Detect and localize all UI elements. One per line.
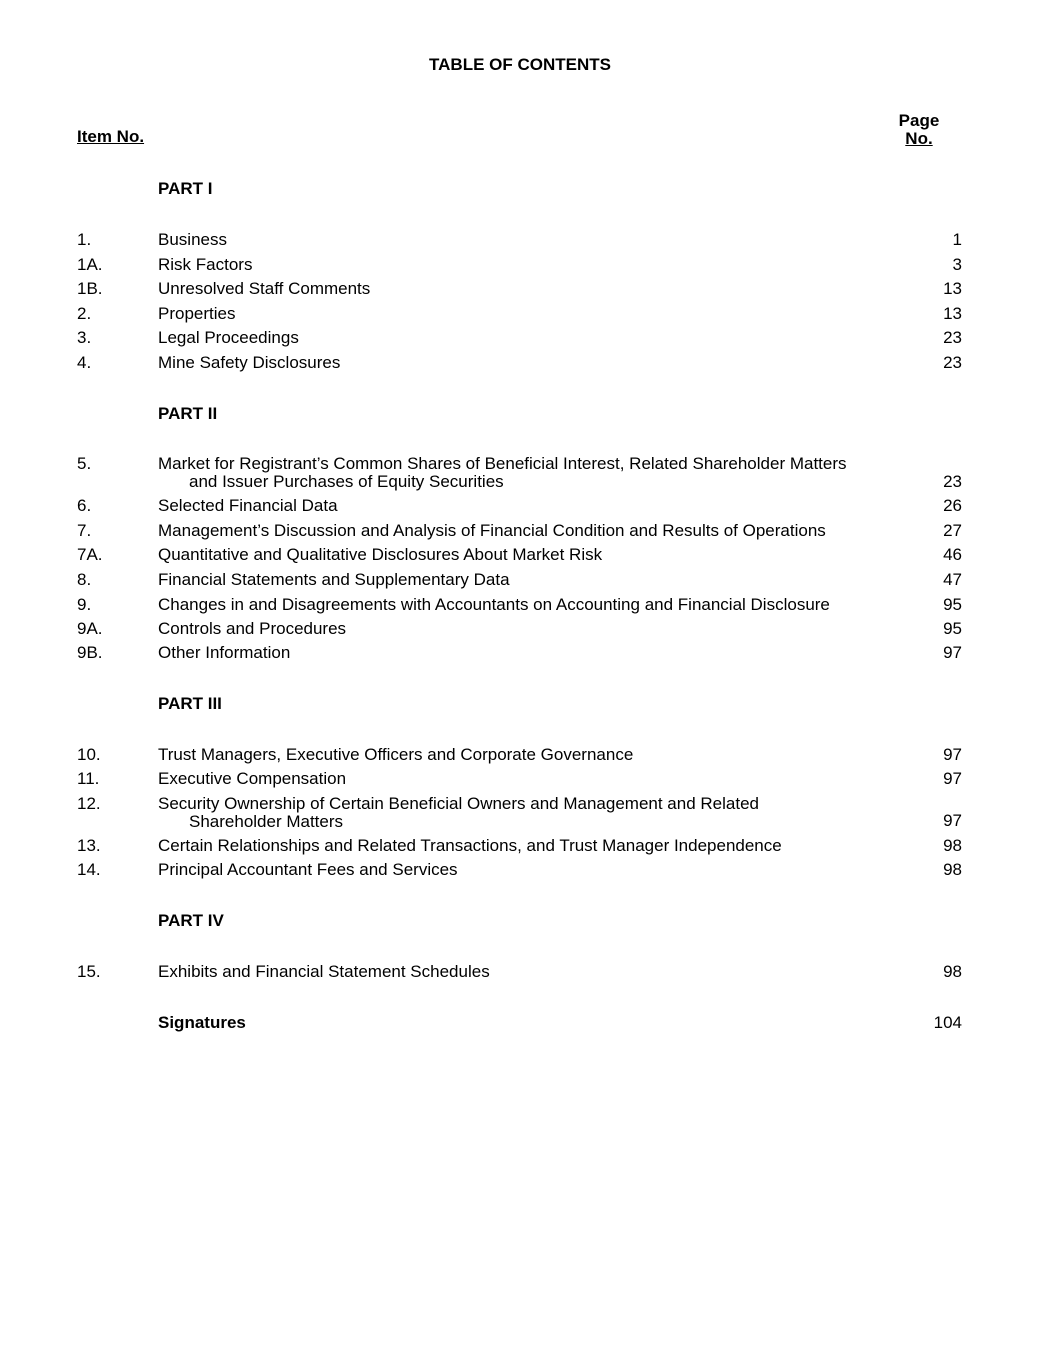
page-no-header-line2: No. [905, 129, 933, 148]
item-page: 97 [943, 811, 962, 830]
item-number: 2. [77, 304, 92, 323]
item-page: 97 [943, 769, 962, 788]
item-title-line1: Security Ownership of Certain Beneficial Owners and Management and Related [158, 794, 759, 813]
item-number: 1. [77, 230, 92, 249]
item-title: Other Information [158, 643, 291, 662]
item-title: Principal Accountant Fees and Services [158, 860, 458, 879]
item-number: 7A. [77, 545, 103, 564]
item-number: 10. [77, 745, 101, 764]
item-title: Business [158, 230, 227, 249]
item-number: 5. [77, 454, 92, 473]
item-title: Exhibits and Financial Statement Schedules [158, 962, 490, 981]
item-page: 98 [943, 860, 962, 879]
item-page: 46 [943, 545, 962, 564]
item-page: 26 [943, 496, 962, 515]
item-number: 4. [77, 353, 92, 372]
item-page: 95 [943, 595, 962, 614]
item-title [158, 795, 888, 831]
item-page: 98 [943, 836, 962, 855]
item-title: Changes in and Disagreements with Accountants on Accounting and Financial Disclosure [158, 595, 830, 614]
item-title: Financial Statements and Supplementary Data [158, 570, 510, 589]
item-page: 1 [952, 230, 962, 249]
item-number: 11. [77, 769, 100, 788]
item-title: Selected Financial Data [158, 496, 338, 515]
item-page: 97 [943, 643, 962, 662]
item-title: Controls and Procedures [158, 619, 347, 638]
part-heading: PART IV [158, 911, 224, 930]
item-title: Executive Compensation [158, 769, 347, 788]
document-title: TABLE OF CONTENTS [429, 55, 611, 74]
item-page: 47 [943, 570, 962, 589]
item-title: Risk Factors [158, 255, 253, 274]
item-title-line2: Shareholder Matters [189, 812, 344, 831]
item-page: 3 [952, 255, 962, 274]
item-title: Mine Safety Disclosures [158, 353, 341, 372]
item-title-line1: Market for Registrant’s Common Shares of Beneficial Interest, Related Shareholder Matters [158, 454, 847, 473]
item-number: 9B. [77, 643, 103, 662]
item-title: Properties [158, 304, 236, 323]
item-page: 13 [943, 304, 962, 323]
item-number: 12. [77, 794, 101, 813]
item-page: 95 [943, 619, 962, 638]
item-page: 97 [943, 745, 962, 764]
item-title: Legal Proceedings [158, 328, 299, 347]
item-title [158, 455, 888, 491]
item-title: Unresolved Staff Comments [158, 279, 371, 298]
item-number: 6. [77, 496, 92, 515]
part-heading: PART I [158, 179, 213, 198]
item-number: 13. [77, 836, 101, 855]
item-page: 13 [943, 279, 962, 298]
item-number: 15. [77, 962, 101, 981]
item-title: Trust Managers, Executive Officers and Corporate Governance [158, 745, 634, 764]
part-heading: PART II [158, 404, 218, 423]
item-page: 23 [943, 472, 962, 491]
item-page: 23 [943, 328, 962, 347]
item-title: Quantitative and Qualitative Disclosures About Market Risk [158, 545, 603, 564]
item-title: Certain Relationships and Related Transactions, and Trust Manager Independence [158, 836, 782, 855]
item-number: 9A. [77, 619, 103, 638]
item-page: 27 [943, 521, 962, 540]
item-title-line2: and Issuer Purchases of Equity Securities [189, 472, 504, 491]
item-title: Management’s Discussion and Analysis of Financial Condition and Results of Operations [158, 521, 826, 540]
item-number: 1B. [77, 279, 103, 298]
item-number: 9. [77, 595, 92, 614]
item-number: 3. [77, 328, 92, 347]
signatures-title: Signatures [158, 1013, 246, 1032]
part-heading: PART III [158, 694, 222, 713]
page-no-header [880, 112, 958, 148]
item-no-header: Item No. [77, 127, 145, 146]
item-number: 1A. [77, 255, 103, 274]
item-page: 98 [943, 962, 962, 981]
item-number: 14. [77, 860, 101, 879]
signatures-page: 104 [933, 1013, 962, 1032]
item-number: 8. [77, 570, 92, 589]
page-no-header-line1: Page [898, 111, 940, 130]
item-number: 7. [77, 521, 92, 540]
item-page: 23 [943, 353, 962, 372]
